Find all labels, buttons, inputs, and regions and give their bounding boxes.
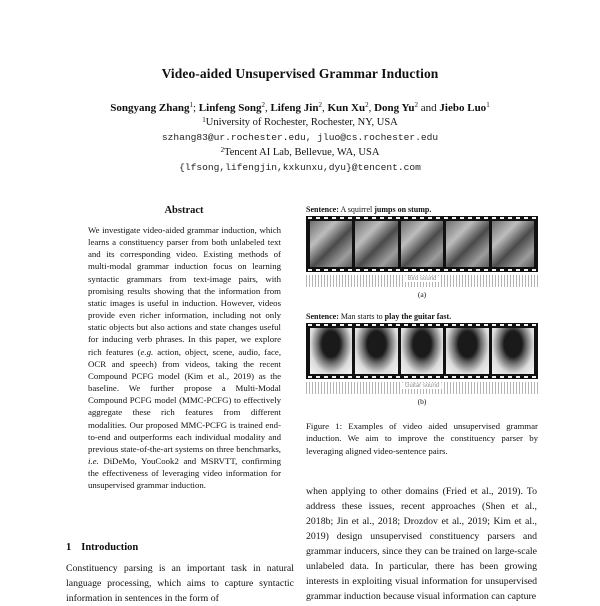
video-frame bbox=[492, 328, 534, 374]
video-frame bbox=[446, 221, 488, 267]
video-frame bbox=[310, 221, 352, 267]
audio-label: Bird sound bbox=[405, 276, 440, 282]
affiliation-1: $^1$University of Rochester, Rochester, NY, USA bbox=[202, 116, 398, 128]
figure-caption: Figure 1: Examples of video aided unsupervised grammar induction. We aim to improve the constituency parser by leveraging aligned video-sentence pairs. bbox=[306, 421, 538, 456]
figure-1b-sentence: Sentence: Man starts to play the guitar fast. bbox=[306, 312, 452, 321]
author-name: Jiebo Luo bbox=[439, 102, 487, 114]
subfigure-label: (a) bbox=[417, 290, 427, 299]
video-frame bbox=[355, 328, 397, 374]
author-name: Kun Xu bbox=[327, 102, 366, 114]
subfigure-label: (b) bbox=[417, 397, 427, 406]
abstract-heading: Abstract bbox=[164, 205, 204, 216]
video-frame bbox=[310, 328, 352, 374]
figure-1a bbox=[306, 205, 538, 299]
video-frame bbox=[355, 221, 397, 267]
right-column-text: when applying to other domains (Fried et al., 2019). To address these issues, recent approaches (Shen et al., 2018b; Jin et al., 2018; Drozdov et al., 2019; Kim et al., 2019) design unsupervised constituency parsers and grammar inducers, since they can be trained on large-scale unlabeled data. In particular, there has been growing interests in exploiting visual information for unsupervised grammar induction because visual information can capture bbox=[306, 486, 537, 602]
audio-waveform bbox=[306, 275, 538, 287]
video-frame bbox=[401, 221, 443, 267]
video-frame bbox=[401, 328, 443, 374]
video-frame bbox=[492, 221, 534, 267]
introduction-text: Constituency parsing is an important task in natural language processing, which aims to capture syntactic information in sentences in the form of bbox=[66, 563, 294, 604]
affiliation-2-emails: {lfsong,lifengjin,kxkunxu,dyu}@tencent.com bbox=[179, 162, 421, 173]
audio-waveform bbox=[306, 382, 538, 394]
figure-1a-sentence: Sentence: A squirrel jumps on stump. bbox=[306, 205, 432, 214]
video-filmstrip-squirrel bbox=[306, 216, 538, 272]
author-name: Linfeng Song bbox=[198, 102, 262, 114]
author-name: Dong Yu bbox=[374, 102, 415, 114]
video-filmstrip-guitar bbox=[306, 323, 538, 379]
author-list: Songyang Zhang$^1$; Linfeng Song$^2$, Lifeng Jin$^2$, Kun Xu$^2$, Dong Yu$^2$ and Jiebo Luo$^1$ bbox=[110, 101, 490, 114]
author-name: Lifeng Jin bbox=[270, 102, 319, 114]
abstract-body: We investigate video-aided grammar induction, which learns a constituency parser from both unlabeled text and its corresponding video. Existing methods of multi-modal grammar induction focus on learning syntactic grammars from text-image pairs, with promising results showing that the information from static images is useful in induction. However, videos provide even richer information, including not only static objects but also actions and state changes useful for inducing verb phrases. In this paper, we explore rich features (e.g. action, object, scene, audio, face, OCR and speech) from videos, taking the recent Compound PCFG model (Kim et al., 2019) as the baseline. We further propose a Multi-Modal Compound PCFG model (MMC-PCFG) to effectively aggregate these rich features from different modalities. Our proposed MMC-PCFG is trained end-to-end and outperforms each individual modality and previous state-of-the-art systems on three benchmarks, i.e. DiDeMo, YouCook2 and MSRVTT, confirming the effectiveness of leveraging video information for unsupervised grammar induction. bbox=[88, 225, 282, 491]
figure-1b bbox=[306, 312, 538, 406]
audio-label: Guitar sound bbox=[402, 383, 442, 389]
paper-title: Video-aided Unsupervised Grammar Induction bbox=[161, 66, 439, 81]
affiliation-1-emails: szhang83@ur.rochester.edu, jluo@cs.rochester.edu bbox=[161, 132, 439, 143]
affiliation-2: $^2$Tencent AI Lab, Bellevue, WA, USA bbox=[220, 146, 380, 158]
section-heading-introduction: 1 Introduction bbox=[66, 542, 139, 553]
author-name: Songyang Zhang bbox=[110, 102, 190, 114]
video-frame bbox=[446, 328, 488, 374]
